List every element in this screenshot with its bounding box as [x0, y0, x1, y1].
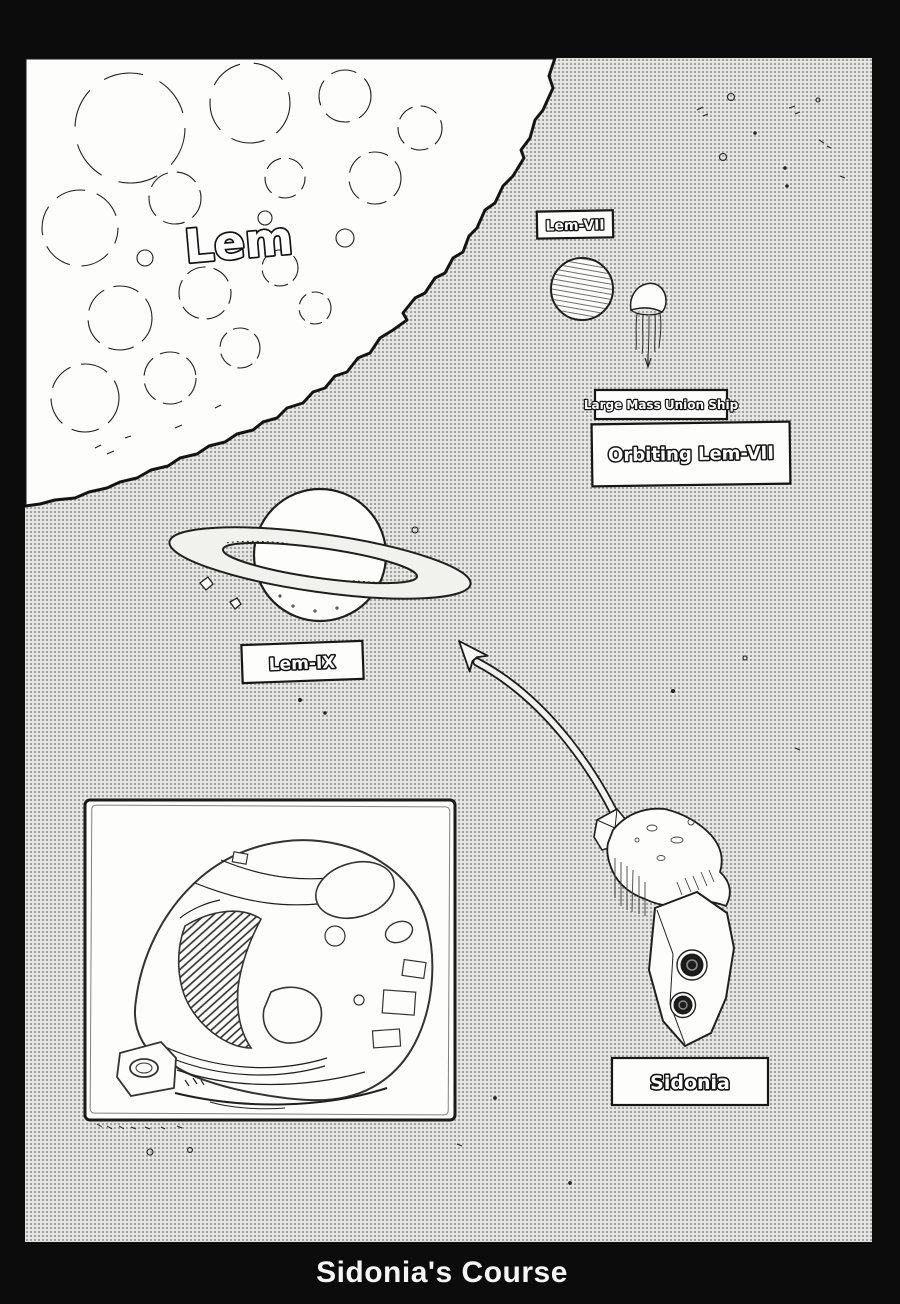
lem-ix-planet-drawing	[165, 489, 474, 621]
halftone-space-panel	[25, 58, 872, 1242]
lem-vii-planet-drawing	[551, 258, 614, 321]
union-ship-tag-label	[584, 390, 739, 419]
union-ship-tag-text: Large Mass Union Ship	[583, 398, 739, 412]
page-caption: Sidonia's Course	[316, 1256, 568, 1289]
union-ship-status-text: Orbiting Lem-VII	[607, 442, 775, 467]
lem-ix-label-text: Lem-IX	[268, 652, 336, 676]
ring-debris-rock	[230, 598, 241, 609]
lem-vii-label	[537, 210, 613, 238]
course-arrow	[450, 633, 630, 848]
sidonia-label-text: Sidonia	[650, 1072, 730, 1094]
lem-moon-drawing	[25, 58, 555, 506]
sidonia-label	[612, 1058, 768, 1105]
ring-debris-rock	[200, 577, 213, 590]
caption-bar	[0, 1242, 900, 1304]
sidonia-ship-drawing	[594, 809, 734, 1046]
lem-ix-label	[241, 641, 363, 683]
lem-label: Lem	[182, 210, 295, 274]
panel-artwork	[25, 58, 872, 1242]
ring-debris-rock	[412, 527, 418, 533]
large-mass-union-ship-drawing	[631, 283, 666, 367]
lem-vii-label-text: Lem-VII	[545, 217, 605, 235]
union-ship-status-label	[592, 422, 791, 487]
